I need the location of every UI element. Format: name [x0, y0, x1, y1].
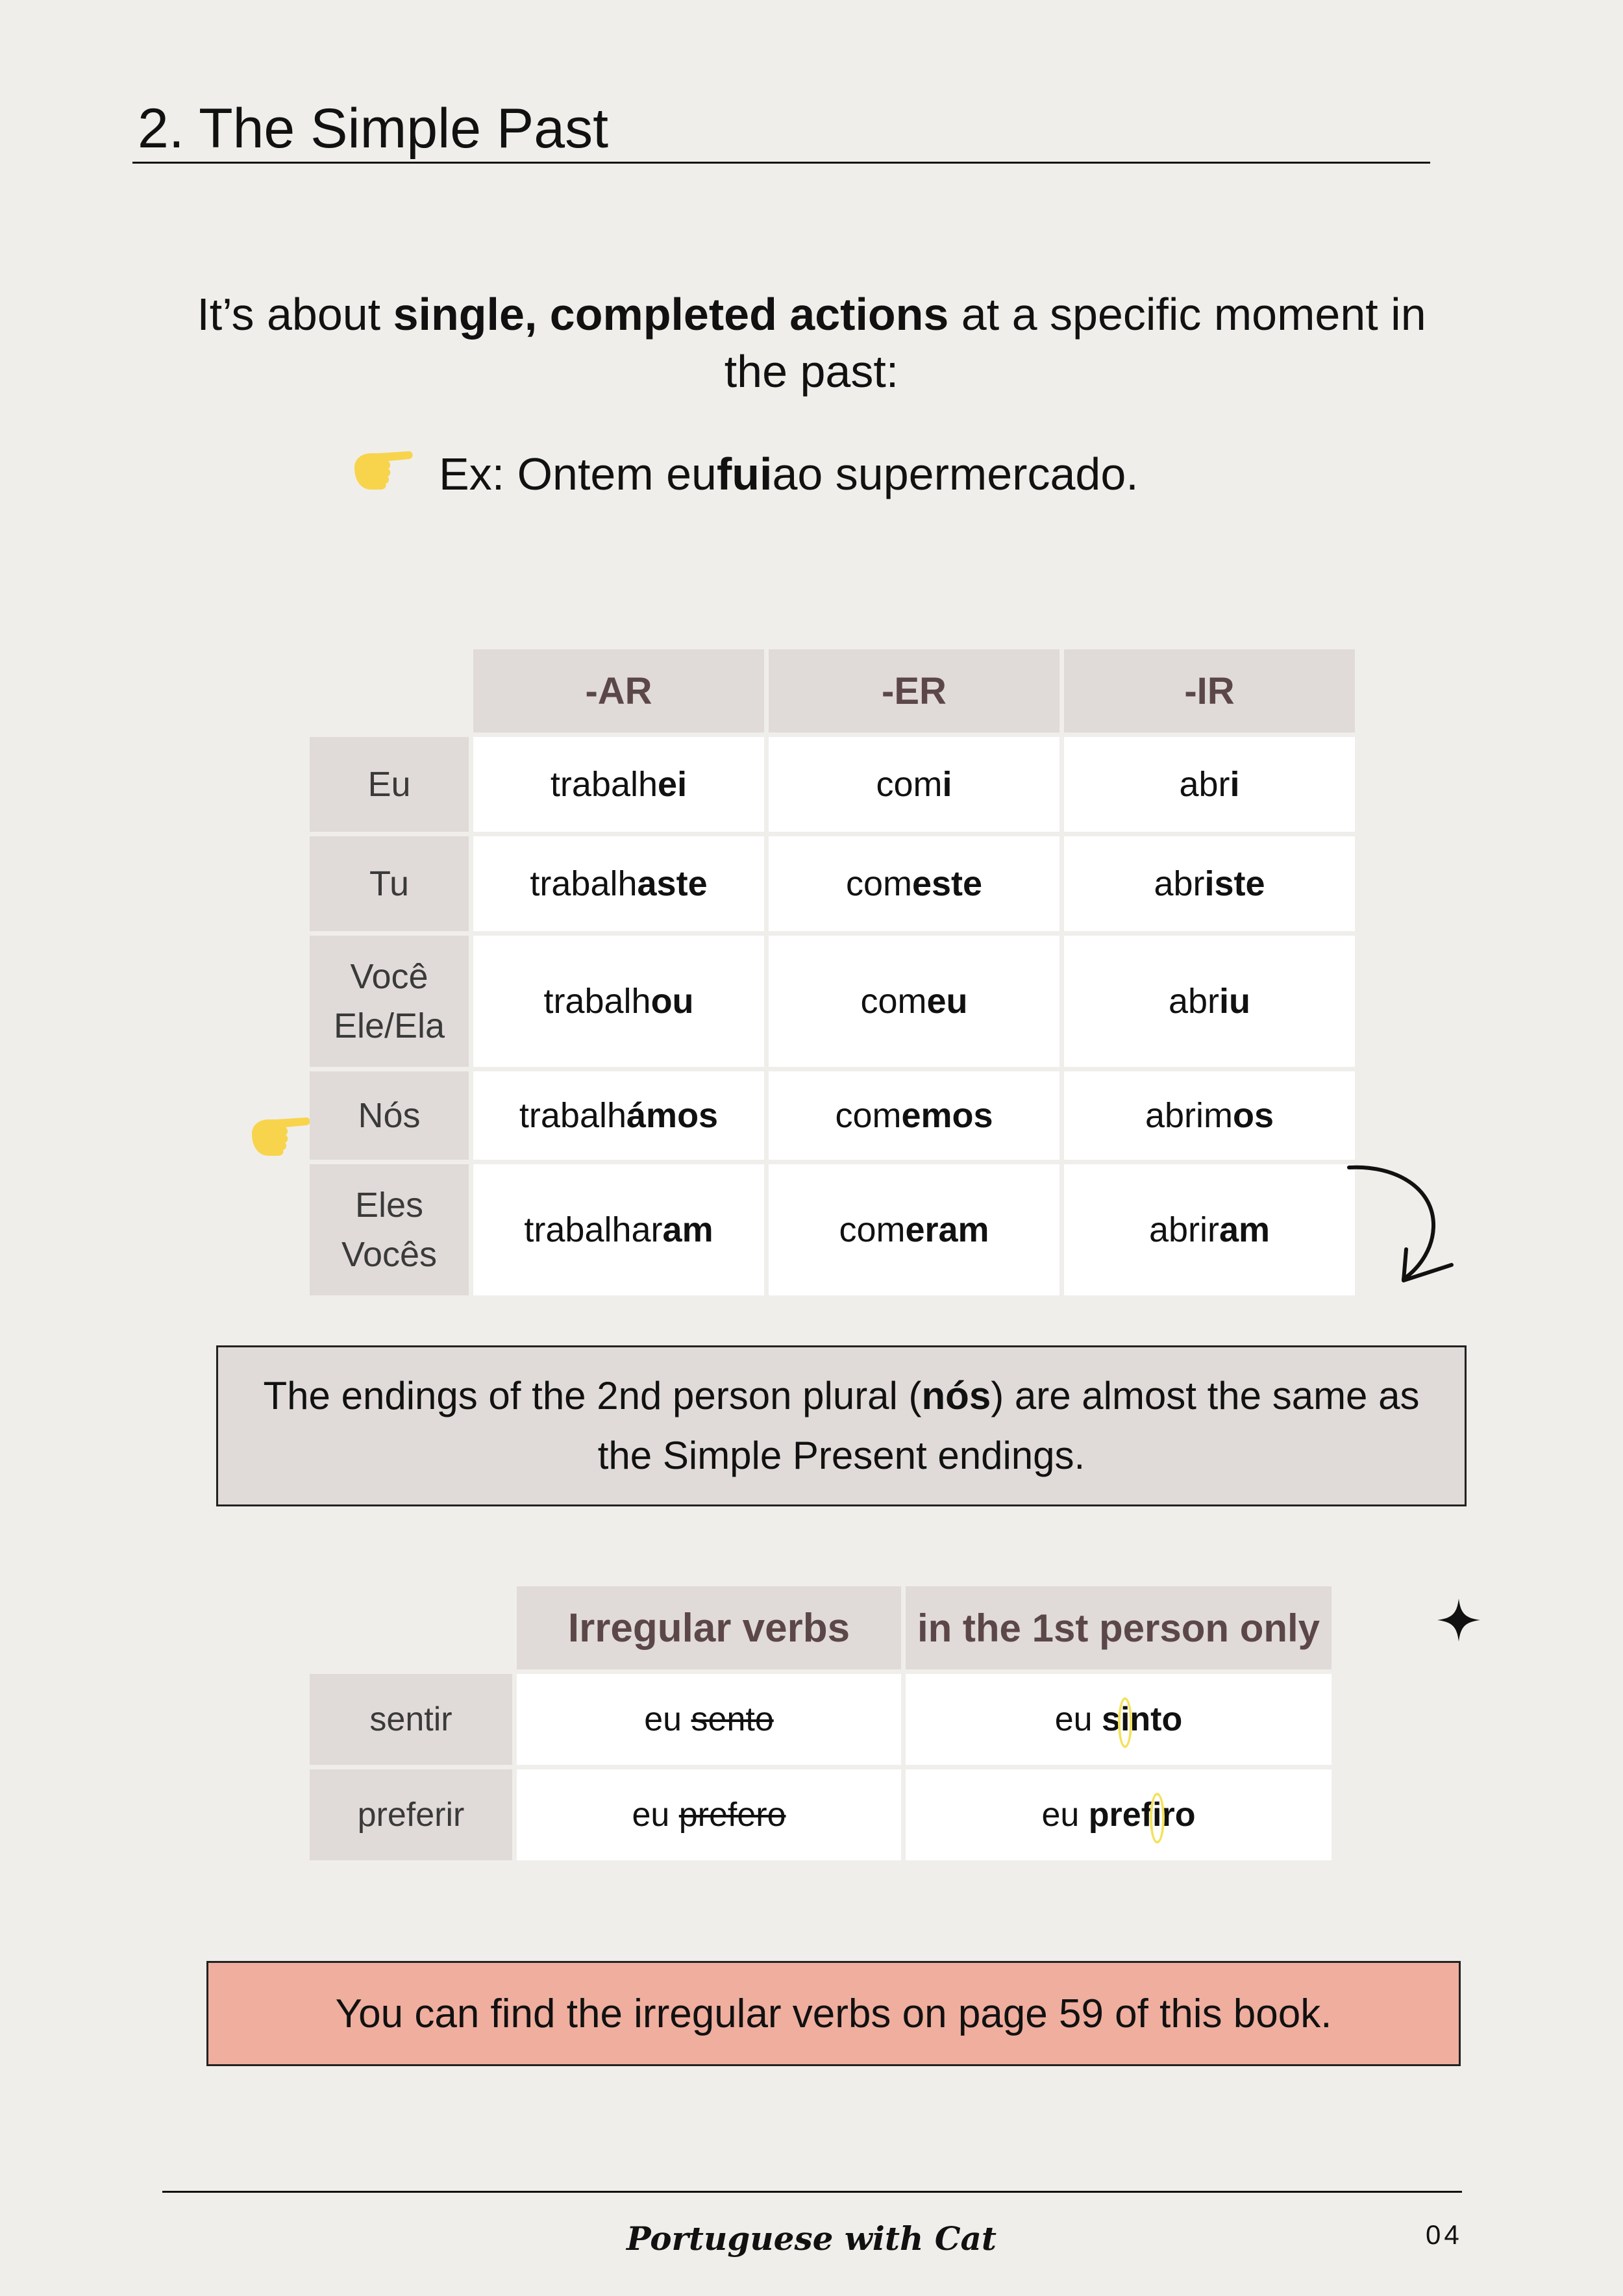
- highlight-circle: i: [1120, 1701, 1130, 1738]
- highlight-circle: i: [1152, 1796, 1162, 1834]
- verb-label: preferir: [310, 1769, 512, 1860]
- incorrect-form: eu sento: [517, 1674, 901, 1765]
- footer-brand: Portuguese with Cat: [626, 2219, 997, 2258]
- table-row: [310, 1164, 1355, 1295]
- verb-form: trabalhou: [473, 936, 764, 1067]
- intro-text: It’s about single, completed actions at a specific moment in the past:: [197, 289, 1426, 397]
- title-underline: [132, 162, 1430, 164]
- table-row: [310, 737, 1355, 832]
- verb-form: trabalhaste: [473, 836, 764, 931]
- verb-form: abriste: [1064, 836, 1355, 931]
- verb-form: comemos: [769, 1071, 1059, 1160]
- verb-form: abrimos: [1064, 1071, 1355, 1160]
- conjugation-table: [305, 645, 1359, 1300]
- column-header: -ER: [769, 649, 1059, 732]
- verb-form: abriu: [1064, 936, 1355, 1067]
- table-row: [310, 1071, 1355, 1160]
- pronoun-label: Eu: [310, 737, 469, 832]
- column-header: Irregular verbs: [517, 1586, 901, 1669]
- verb-form: abriram: [1064, 1164, 1355, 1295]
- verb-label: sentir: [310, 1674, 512, 1765]
- column-header: -IR: [1064, 649, 1355, 732]
- column-header: -AR: [473, 649, 764, 732]
- correct-form: eu prefiro: [906, 1769, 1332, 1860]
- table-row: [310, 936, 1355, 1067]
- pointing-hand-icon: [248, 1109, 313, 1164]
- table-row: [310, 1674, 1332, 1765]
- column-header: in the 1st person only: [906, 1586, 1332, 1669]
- verb-form: comeste: [769, 836, 1059, 931]
- pronoun-label: Eles Vocês: [310, 1164, 469, 1295]
- sparkle-icon: [1436, 1597, 1481, 1646]
- table-header-row: [310, 1586, 1332, 1669]
- pronoun-label: Você Ele/Ela: [310, 936, 469, 1067]
- page-number: 04: [1426, 2219, 1463, 2250]
- info-box: [206, 1961, 1461, 2066]
- verb-form: abri: [1064, 737, 1355, 832]
- note-box: [216, 1345, 1467, 1506]
- note-text: The endings of the 2nd person plural (nós) are almost the same as the Simple Present endings.: [263, 1374, 1420, 1477]
- curved-arrow-icon: [1344, 1162, 1461, 1295]
- pronoun-label: Nós: [310, 1071, 469, 1160]
- verb-form: comeu: [769, 936, 1059, 1067]
- table-row: [310, 1769, 1332, 1860]
- page-title: 2. The Simple Past: [138, 97, 608, 160]
- verb-form: comeram: [769, 1164, 1059, 1295]
- table-header-row: [310, 649, 1355, 732]
- table-row: [310, 836, 1355, 931]
- verb-form: trabalhei: [473, 737, 764, 832]
- verb-form: comi: [769, 737, 1059, 832]
- verb-form: trabalharam: [473, 1164, 764, 1295]
- footer-divider: [162, 2191, 1462, 2193]
- pronoun-label: Tu: [310, 836, 469, 931]
- verb-form: trabalhámos: [473, 1071, 764, 1160]
- correct-form: eu sinto: [906, 1674, 1332, 1765]
- incorrect-form: eu prefero: [517, 1769, 901, 1860]
- irregular-verbs-table: [305, 1582, 1336, 1865]
- example-sentence: Ex: Ontem eu fui ao supermercado.: [351, 442, 1139, 506]
- pointing-hand-icon: [351, 443, 415, 505]
- info-text: You can find the irregular verbs on page 59 of this book.: [335, 1991, 1332, 2036]
